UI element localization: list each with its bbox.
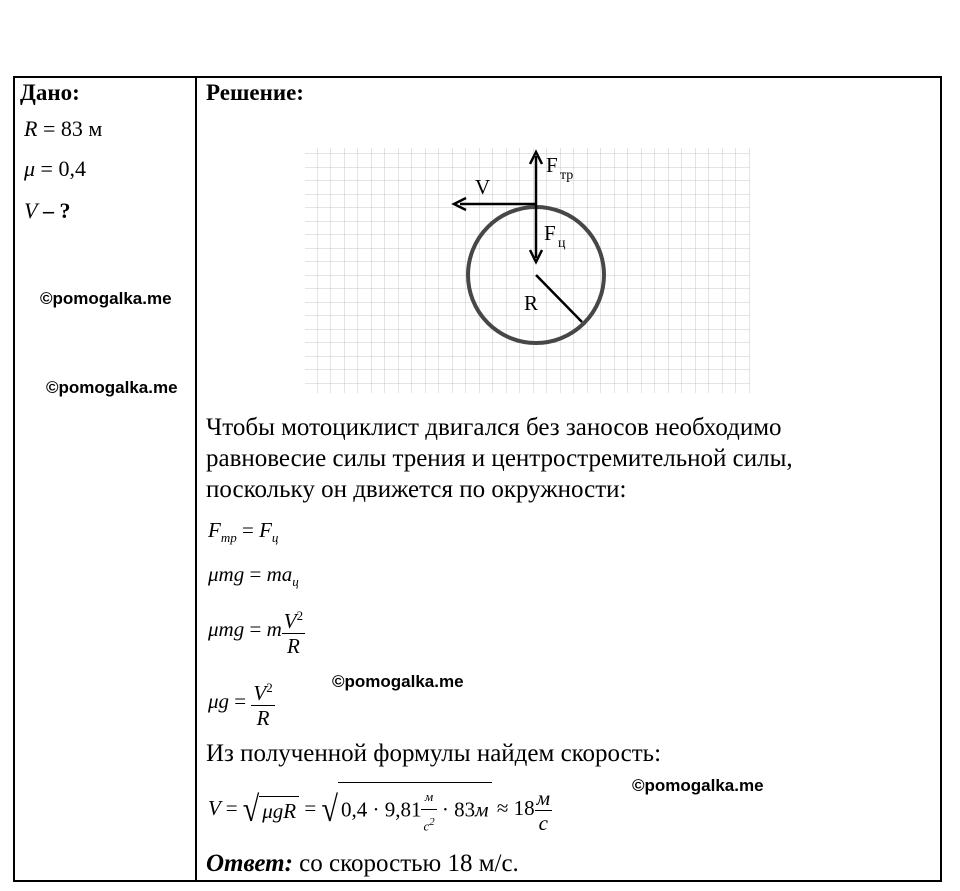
label-f-c: F xyxy=(544,221,556,245)
answer-line xyxy=(206,850,519,878)
watermark: ©pomogalka.me xyxy=(632,776,764,795)
given-header: Дано: xyxy=(20,80,80,105)
given-friction: μ = 0,4 xyxy=(24,156,86,181)
equation-final-speed: V = √ μgR = √ 0,4 · 9,81 $\frac{м}{с^2}$ · 83м ≈ 18 $\frac{м}{с}$ xyxy=(208,782,552,838)
solution-paragraph: Чтобы мотоциклист двигался без заносов необходимо равновесие силы трения и центростремительной силы, поскольку он движется по окружности: xyxy=(206,414,793,503)
label-f-tr: F xyxy=(546,153,558,177)
given-radius: R = 83 м xyxy=(24,116,103,141)
equation-mu-mg: $\mu mg = ma_ц$ xyxy=(208,562,299,590)
label-r: R xyxy=(524,291,539,315)
formula-lead: Из полученной формулы найдем скорость: xyxy=(206,740,662,767)
equation-mu-mg-v2: μmg = m $\frac{V^2}{R}$ xyxy=(208,604,305,658)
equation-force-balance: $F_{тр} = F_ц$ xyxy=(208,518,279,546)
circular-motion-diagram xyxy=(290,140,760,402)
label-v: V xyxy=(475,175,491,199)
solution-header: Решение: xyxy=(206,80,304,105)
answer-label: Ответ: xyxy=(206,850,293,877)
equation-mu-g: μg = $\frac{V^2}{R}$ xyxy=(208,676,275,730)
grid-background xyxy=(305,148,750,393)
watermark: ©pomogalka.me xyxy=(332,672,464,691)
given-speed-unknown: V – ? xyxy=(24,198,71,223)
column-divider xyxy=(195,76,197,882)
label-f-c-sub: ц xyxy=(558,236,566,251)
watermark: ©pomogalka.me xyxy=(46,378,178,397)
answer-text: со скоростью 18 м/с. xyxy=(292,850,519,877)
watermark: ©pomogalka.me xyxy=(40,289,172,308)
label-f-tr-sub: тр xyxy=(560,168,574,183)
